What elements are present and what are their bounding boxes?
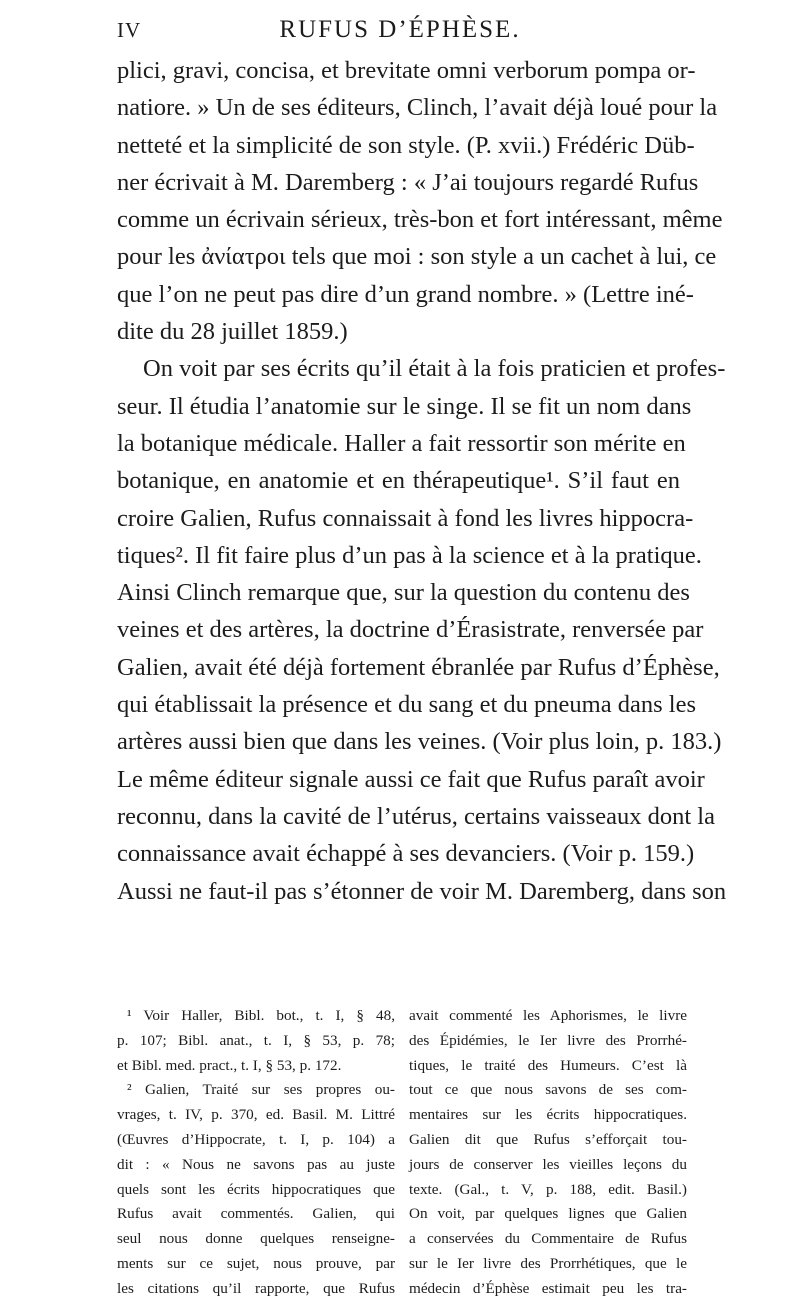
body-line: plici, gravi, concisa, et brevitate omni verborum pompa or- — [117, 57, 696, 84]
body-line: Galien, avait été déjà fortement ébranlée par Rufus d’Éphèse, — [117, 653, 720, 681]
footnote-line: seul nous donne quelques renseigne- — [117, 1230, 395, 1248]
body-line: comme un écrivain sérieux, très-bon et fort intéressant, même — [117, 206, 723, 234]
footnote-line: les citations qu’il rapporte, que Rufus — [117, 1279, 395, 1297]
body-line: croire Galien, Rufus connaissait à fond les livres hippocra- — [117, 504, 694, 532]
footnote-line: On voit, par quelques lignes que Galien — [409, 1205, 687, 1223]
body-line: Ainsi Clinch remarque que, sur la question du contenu des — [117, 579, 690, 607]
footnote-line: sur le Ier livre des Prorrhétiques, que le — [409, 1254, 687, 1272]
body-line: reconnu, dans la cavité de l’utérus, certains vaisseaux dont la — [117, 802, 715, 830]
footnote-line: ments sur ce sujet, nous prouve, par — [117, 1254, 395, 1272]
main-text — [117, 52, 727, 910]
footnotes — [117, 1004, 687, 1302]
body-line: la botanique médicale. Haller a fait ressortir son mérite en — [117, 429, 686, 457]
body-line: veines et des artères, la doctrine d’Érasistrate, renversée par — [117, 616, 704, 644]
body-line: artères aussi bien que dans les veines. (Voir plus loin, p. 183.) — [117, 728, 722, 756]
body-line: tiques². Il fit faire plus d’un pas à la science et à la pratique. — [117, 541, 702, 569]
running-head: RUFUS D’ÉPHÈSE. — [279, 16, 521, 43]
footnote-line: tout ce que nous savons de ses com- — [409, 1081, 687, 1099]
footnote-line: vrages, t. IV, p. 370, ed. Basil. M. Littré — [117, 1106, 395, 1124]
body-line: pour les ἀνίατροι tels que moi : son style a un cachet à lui, ce — [117, 243, 717, 271]
page-number: IV — [117, 18, 142, 42]
body-line: que l’on ne peut pas dire d’un grand nombre. » (Lettre iné- — [117, 280, 694, 308]
body-line: connaissance avait échappé à ses devanciers. (Voir p. 159.) — [117, 840, 695, 868]
footnote-line: quels sont les écrits hippocratiques que — [117, 1180, 395, 1198]
footnote-line: tiques, le traité des Humeurs. C’est là — [409, 1056, 687, 1074]
footnote-line: ¹ Voir Haller, Bibl. bot., t. I, § 48, — [127, 1007, 395, 1024]
footnote-line: texte. (Gal., t. V, p. 188, edit. Basil.) — [409, 1180, 687, 1198]
footnote-line: (Œuvres d’Hippocrate, t. I, p. 104) a — [117, 1130, 395, 1148]
footnotes-right-column — [409, 1004, 687, 1302]
body-line: Aussi ne faut-il pas s’étonner de voir M. Daremberg, dans son — [117, 877, 727, 905]
body-line: dite du 28 juillet 1859.) — [117, 318, 348, 346]
footnote-line: jours de conserver les vieilles leçons du — [409, 1155, 687, 1173]
footnotes-left-column — [117, 1004, 395, 1302]
body-line: qui établissait la présence et du sang et du pneuma dans les — [117, 691, 696, 719]
body-line: On voit par ses écrits qu’il était à la fois praticien et profes- — [143, 355, 726, 383]
footnote-line: et Bibl. med. pract., t. I, § 53, p. 172. — [117, 1056, 342, 1074]
footnote-line: p. 107; Bibl. anat., t. I, § 53, p. 78; — [117, 1031, 395, 1049]
footnote-line: des Épidémies, le Ier livre des Prorrhé- — [409, 1031, 687, 1049]
body-line: ner écrivait à M. Daremberg : « J’ai toujours regardé Rufus — [117, 168, 699, 196]
footnote-line: dit : « Nous ne savons pas au juste — [117, 1155, 395, 1173]
footnote-line: Galien dit que Rufus s’efforçait tou- — [409, 1130, 687, 1148]
footnote-line: Rufus avait commentés. Galien, qui — [117, 1205, 395, 1223]
body-line: natiore. » Un de ses éditeurs, Clinch, l’avait déjà loué pour la — [117, 94, 718, 122]
footnote-line: avait commenté les Aphorismes, le livre — [409, 1007, 687, 1024]
footnote-line: mentaires sur les écrits hippocratiques. — [409, 1106, 687, 1124]
footnote-line: ² Galien, Traité sur ses propres ou- — [127, 1081, 395, 1099]
footnote-line: a conservées du Commentaire de Rufus — [409, 1230, 687, 1248]
body-line: netteté et la simplicité de son style. (P. xvii.) Frédéric Düb- — [117, 131, 695, 159]
body-line: Le même éditeur signale aussi ce fait que Rufus paraît avoir — [117, 765, 705, 793]
body-line: botanique, en anatomie et en thérapeutique¹. S’il faut en — [117, 467, 680, 495]
footnote-line: médecin d’Éphèse estimait peu les tra- — [409, 1279, 687, 1297]
body-line: seur. Il étudia l’anatomie sur le singe. Il se fit un nom dans — [117, 392, 692, 420]
